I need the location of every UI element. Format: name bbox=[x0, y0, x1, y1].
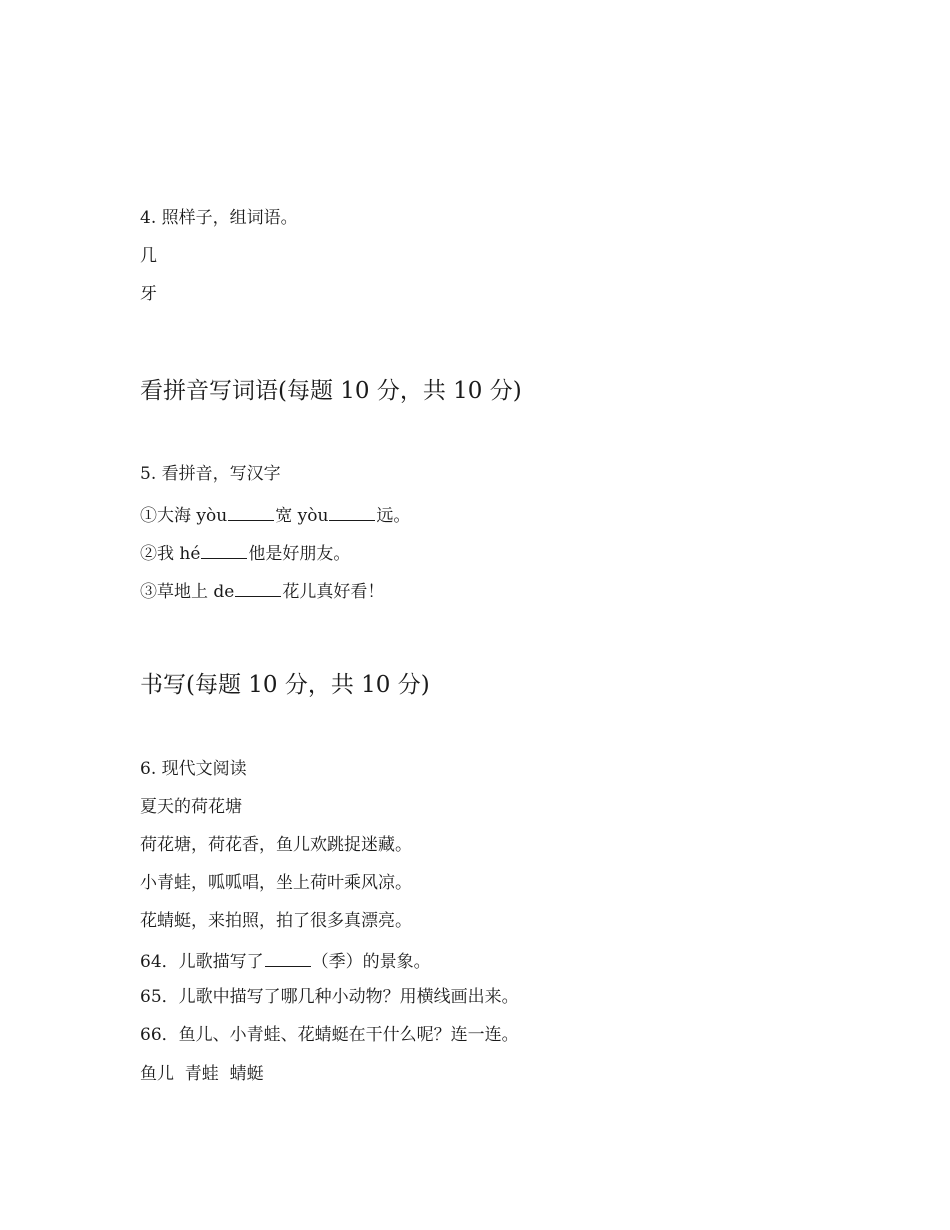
matching-row: 鱼儿 青蛙 蜻蜓 bbox=[140, 1064, 264, 1084]
item-1-text-b: 宽 yòu bbox=[275, 506, 329, 526]
item-3-text-b: 花儿真好看！ bbox=[282, 582, 385, 602]
question-5-item-2 bbox=[140, 540, 350, 565]
item-2-text-b: 他是好朋友。 bbox=[248, 544, 351, 564]
sub-64-text-a: 64．儿歌描写了 bbox=[140, 952, 264, 972]
poem-line-3: 花蜻蜓，来拍照，拍了很多真漂亮。 bbox=[140, 911, 412, 931]
question-6-prompt: 6. 现代文阅读 bbox=[140, 759, 247, 779]
question-5-item-1 bbox=[140, 502, 410, 527]
sub-question-66: 66．鱼儿、小青蛙、花蜻蜓在干什么呢？连一连。 bbox=[140, 1025, 519, 1045]
item-3-text-a: ③草地上 de bbox=[140, 582, 235, 602]
answer-blank[interactable] bbox=[201, 540, 247, 559]
question-5-item-3 bbox=[140, 578, 384, 603]
answer-blank[interactable] bbox=[265, 948, 311, 967]
item-2-text-a: ②我 hé bbox=[140, 544, 201, 564]
question-4-example-char-1: 几 bbox=[140, 246, 157, 266]
section-heading-pinyin: 看拼音写词语(每题 10 分，共 10 分) bbox=[140, 378, 522, 404]
answer-blank[interactable] bbox=[228, 502, 274, 521]
poem-line-2: 小青蛙，呱呱唱，坐上荷叶乘风凉。 bbox=[140, 873, 412, 893]
sub-question-64 bbox=[140, 948, 431, 973]
item-1-text-c: 远。 bbox=[376, 506, 411, 526]
sub-question-65: 65．儿歌中描写了哪几种小动物？用横线画出来。 bbox=[140, 987, 519, 1007]
question-4-prompt: 4. 照样子，组词语。 bbox=[140, 208, 298, 228]
question-5-prompt: 5. 看拼音，写汉字 bbox=[140, 464, 281, 484]
answer-blank[interactable] bbox=[329, 502, 375, 521]
section-heading-writing: 书写(每题 10 分，共 10 分) bbox=[140, 672, 430, 698]
poem-line-1: 荷花塘，荷花香，鱼儿欢跳捉迷藏。 bbox=[140, 835, 412, 855]
question-4-example-char-2: 牙 bbox=[140, 284, 157, 304]
answer-blank[interactable] bbox=[235, 578, 281, 597]
sub-64-text-b: （季）的景象。 bbox=[311, 952, 431, 972]
reading-title: 夏天的荷花塘 bbox=[140, 797, 242, 817]
item-1-text-a: ①大海 yòu bbox=[140, 506, 228, 526]
